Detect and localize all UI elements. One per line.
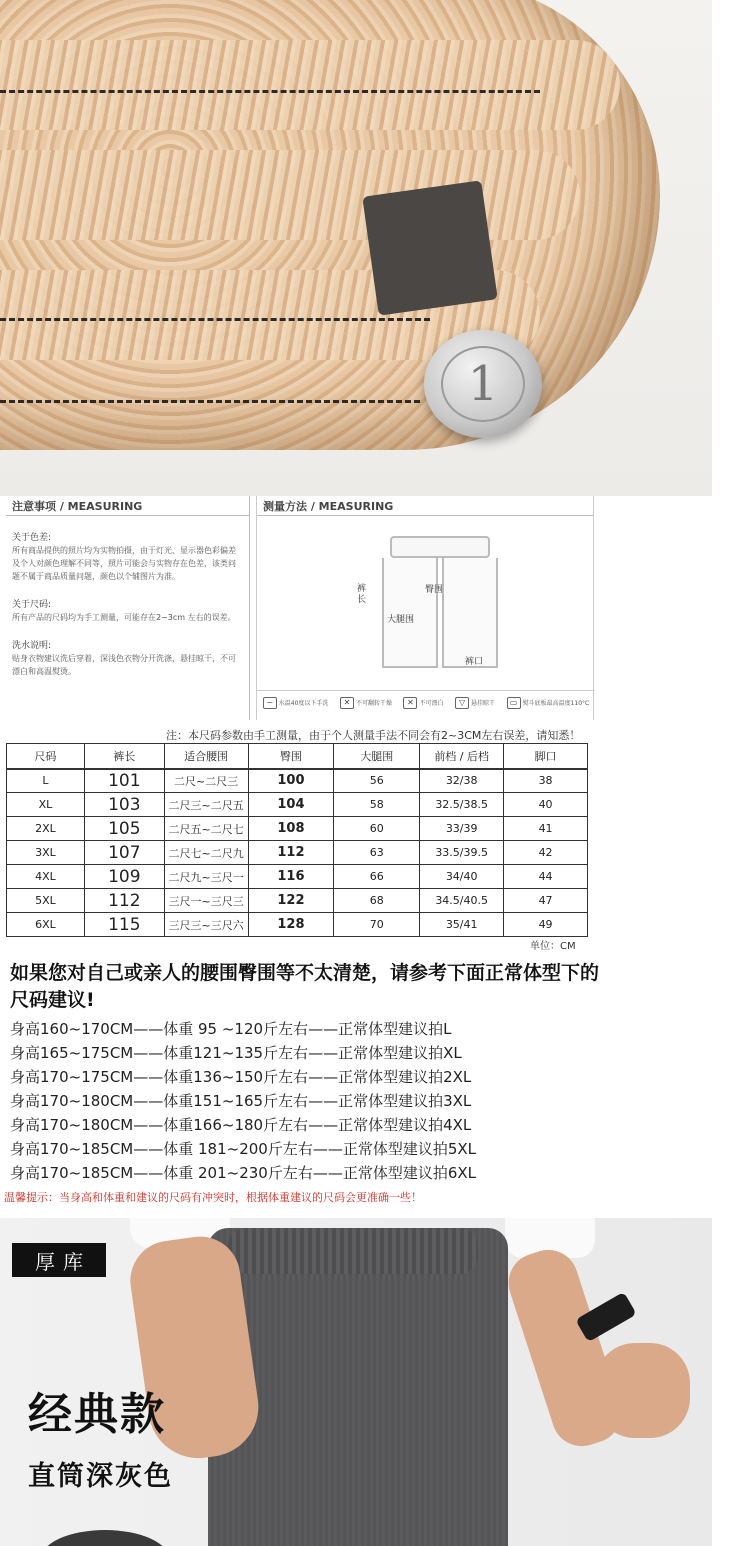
pants-model-photo: [0, 1218, 712, 1546]
fabric-outer-patch: [362, 180, 498, 316]
column-header: 前档 / 后档: [420, 744, 504, 769]
fleece-layer: [0, 150, 580, 240]
coin-image: [424, 330, 542, 438]
fleece-layer: [0, 40, 620, 130]
column-header: 尺码: [7, 744, 85, 769]
notes-title: 注意事项 / MEASURING: [6, 496, 249, 516]
care-instructions: [257, 690, 595, 714]
notes-column: [6, 496, 250, 720]
coin-numeral: 1: [467, 356, 499, 412]
recommend-item: 身高170~185CM——体重 181~200斤左右——正常体型建议拍5XL: [10, 1140, 477, 1158]
method-column: [256, 496, 594, 720]
wash-icon: ~: [263, 697, 277, 709]
warm-tip: 温馨提示：当身高和体重和建议的尺码有冲突时，根据体重建议的尺码会更准确一些！: [4, 1191, 422, 1204]
recommend-list: [10, 1017, 476, 1185]
style-tag: 厚库: [12, 1243, 106, 1277]
table-row: 5XL 112 三尺一~三尺三 122 68 34.5/40.5 47: [7, 889, 588, 913]
recommend-title: 如果您对自己或亲人的腰围臀围等不太清楚，请参考下面正常体型下的尺码建议!: [10, 962, 600, 1011]
column-header: 适合腰围: [164, 744, 248, 769]
label-hem: 裤口: [465, 657, 484, 667]
hang-dry-icon: ▽: [455, 697, 469, 709]
model-hand-right: [595, 1343, 690, 1438]
table-row: 4XL 109 二尺九~三尺一 116 66 34/40 44: [7, 865, 588, 889]
label-length: 裤长: [357, 584, 367, 605]
table-row: 3XL 107 二尺七~二尺九 112 63 33.5/39.5 42: [7, 841, 588, 865]
seam-stitch: [0, 318, 430, 324]
label-thigh: 大腿围: [387, 615, 415, 625]
table-row: 2XL 105 二尺五~二尺七 108 60 33/39 41: [7, 817, 588, 841]
note-text: 贴身衣物建议洗后穿着，深浅色衣物分开洗涤，悬挂晾干，不可漂白和高温熨烫。: [12, 654, 236, 676]
recommend-item: 身高170~180CM——体重151~165斤左右——正常体型建议拍3XL: [10, 1092, 472, 1110]
seam-stitch: [0, 400, 420, 406]
headline: 经典款: [28, 1389, 166, 1440]
care-item: ✕ 不可翻转干燥: [340, 697, 392, 709]
unit-label: 单位：CM: [530, 941, 576, 952]
recommend-item: 身高160~170CM——体重 95 ~120斤左右——正常体型建议拍L: [10, 1020, 452, 1038]
recommend-item: 身高165~175CM——体重121~135斤左右——正常体型建议拍XL: [10, 1044, 462, 1062]
size-table: [6, 743, 588, 937]
care-item: ✕ 不可漂白: [403, 697, 443, 709]
care-item: ~ 水温40度以下手洗: [263, 697, 329, 709]
table-note: 注：本尺码参数由手工测量，由于个人测量手法不同会有2~3CM左右误差，请知悉！: [166, 729, 581, 742]
note-text: 所有产品的尺码均为手工测量，可能存在2~3cm 左右的误差。: [12, 613, 236, 622]
seam-stitch: [0, 90, 540, 96]
method-title: 测量方法 / MEASURING: [257, 496, 593, 516]
measuring-info: [0, 496, 600, 726]
note-heading: 关于尺码:: [12, 600, 52, 610]
care-item: ▭ 熨斗底板最高温度110°C: [507, 697, 590, 709]
note-heading: 洗水说明:: [12, 641, 52, 651]
care-item: ▽ 悬挂晾干: [455, 697, 495, 709]
fleece-lining-photo: [0, 0, 712, 496]
table-row: L 101 二尺~二尺三 100 56 32/38 38: [7, 769, 588, 793]
decorative-circle: [40, 1530, 170, 1546]
column-header: 脚口: [504, 744, 588, 769]
table-row: XL 103 二尺三~二尺五 104 58 32.5/38.5 40: [7, 793, 588, 817]
no-bleach-icon: ✕: [403, 697, 417, 709]
recommend-item: 身高170~180CM——体重166~180斤左右——正常体型建议拍4XL: [10, 1116, 472, 1134]
column-header: 臀围: [248, 744, 334, 769]
label-hip: 臀围: [425, 585, 444, 595]
table-header-row: [7, 744, 588, 769]
no-tumble-dry-icon: ✕: [340, 697, 354, 709]
column-header: 大腿围: [334, 744, 420, 769]
note-heading: 关于色差:: [12, 533, 52, 543]
recommend-item: 身高170~185CM——体重 201~230斤左右——正常体型建议拍6XL: [10, 1164, 477, 1182]
iron-icon: ▭: [507, 697, 521, 709]
recommend-item: 身高170~175CM——体重136~150斤左右——正常体型建议拍2XL: [10, 1068, 472, 1086]
table-row: 6XL 115 三尺三~三尺六 128 70 35/41 49: [7, 913, 588, 937]
waistband: [228, 1228, 478, 1274]
note-text: 所有商品提供的照片均为实物拍摄，由于灯光、显示器色彩偏差及个人对颜色理解不同等，照片可能会与实物存在色差，该类问题不属于商品质量问题，颜色以个辅图片为准。: [12, 546, 236, 581]
color-subtitle: 直筒深灰色: [28, 1461, 173, 1492]
column-header: 裤长: [84, 744, 164, 769]
